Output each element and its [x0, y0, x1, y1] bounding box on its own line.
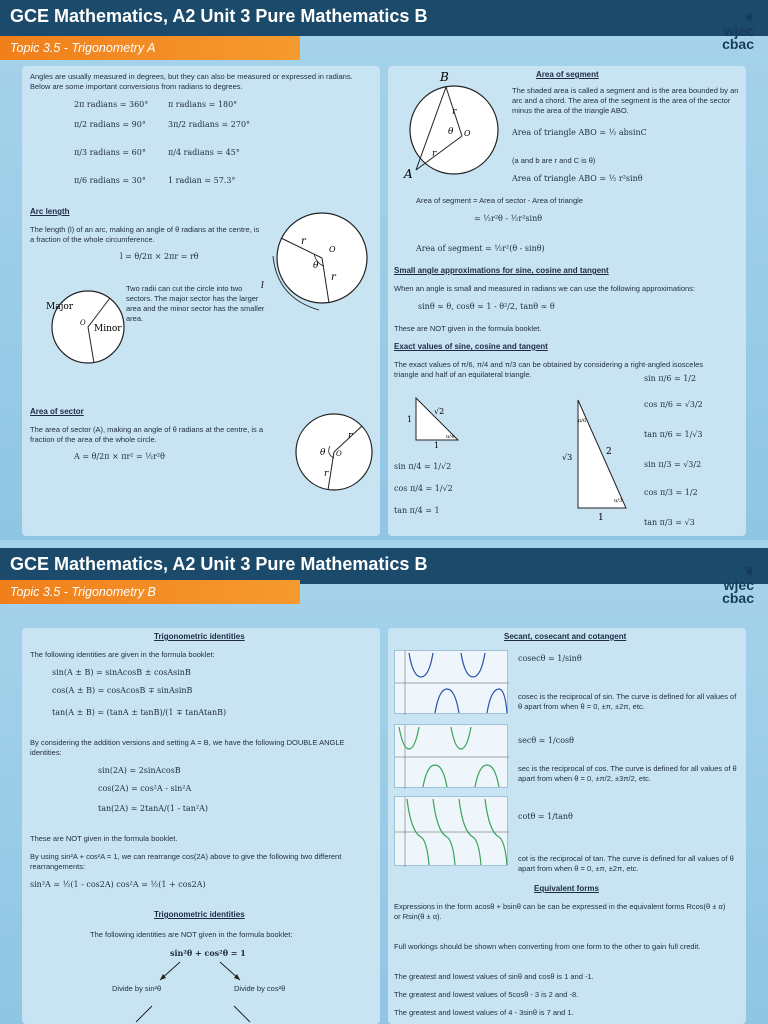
pythagorean-identity: sin²θ + cos²θ = 1	[170, 948, 246, 958]
rearrange-text: By using sin²A + cos²A = 1, we can rearrange cos(2A) above to give the following two different rearrangements:	[30, 852, 342, 871]
svg-text:r: r	[324, 469, 329, 479]
divide-by-sin: Divide by sin²θ	[112, 984, 162, 993]
conversion: 1 radian = 57.3°	[168, 176, 236, 185]
panel-segment	[388, 66, 746, 536]
area-sector-heading: Area of sector	[30, 407, 84, 416]
svg-text:r: r	[331, 272, 336, 283]
segment-formula-label: Area of segment = Area of sector - Area of triangle	[416, 196, 583, 205]
equivalent-forms-text: Expressions in the form acosθ + bsinθ can be can be expressed in the equivalent forms Rcos(θ ± α) or Rsin(θ ± α).	[394, 902, 726, 921]
conversion: π/3 radians = 60°	[74, 148, 146, 157]
sec-text: sec is the reciprocal of cos. The curve is defined for all values of θ apart from when θ = 0, ±π/2, ±3π/2, etc.	[518, 764, 737, 783]
header-bar	[0, 0, 768, 36]
svg-text:A: A	[404, 167, 413, 181]
sec-formula: secθ = 1/cosθ	[518, 736, 574, 745]
sec-graph	[394, 724, 508, 788]
triangle-area-1: Area of triangle ABO = ½ absinC	[512, 128, 647, 137]
panel-identities	[22, 628, 380, 1024]
ab-note: (a and b are r and C is θ)	[512, 156, 596, 165]
svg-text:O: O	[329, 245, 336, 254]
book-icon: ❦	[744, 566, 754, 578]
small-angle-heading: Small angle approximations for sine, cosine and tangent	[394, 266, 609, 275]
double-angle: tan(2A) = 2tanA/(1 - tan²A)	[98, 804, 208, 813]
identities-intro: The following identities are given in the formula booklet:	[30, 650, 215, 659]
cosec-graph	[394, 650, 508, 714]
page-title: GCE Mathematics, A2 Unit 3 Pure Mathematics B	[10, 554, 428, 574]
svg-text:1: 1	[598, 513, 604, 523]
svg-text:1: 1	[434, 441, 440, 450]
svg-text:l: l	[261, 281, 264, 291]
arc-length-formula: l = θ/2π × 2πr = rθ	[120, 252, 199, 261]
page-title: GCE Mathematics, A2 Unit 3 Pure Mathematics B	[10, 6, 428, 26]
double-angle-text: By considering the addition versions and setting A = B, we have the following DOUBLE ANGLE identities:	[30, 738, 345, 757]
identities2-heading: Trigonometric identities	[154, 910, 245, 919]
double-angle: sin(2A) = 2sinAcosB	[98, 766, 181, 775]
minor-label: Minor	[94, 324, 122, 334]
segment-text: The shaded area is called a segment and is the area bounded by an arc and a chord. The area of the segment is the area of the sector minus the area of the triangle ABO.	[512, 86, 739, 115]
panel-radians	[22, 66, 380, 536]
segment-result: Area of segment = ½r²(θ - sinθ)	[416, 244, 545, 253]
exact-value: sin π/6 = 1/2	[644, 374, 697, 383]
cot-graph	[394, 796, 508, 866]
topic-banner: Topic 3.5 - Trigonometry B	[0, 580, 300, 604]
equivalent-forms-note: Full workings should be shown when converting from one form to the other to gain full credit.	[394, 942, 701, 951]
topic-banner: Topic 3.5 - Trigonometry A	[0, 36, 300, 60]
conversion: π/2 radians = 90°	[74, 120, 146, 129]
identities2-intro: The following identities are NOT given in the formula booklet:	[90, 930, 293, 939]
svg-text:√3: √3	[562, 453, 573, 462]
svg-text:r: r	[348, 431, 353, 441]
wjec-logo: ❦ wjec cbac	[722, 12, 754, 52]
rearrangements: sin²A = ½(1 - cos2A) cos²A = ½(1 + cos2A)	[30, 880, 206, 889]
svg-text:O: O	[464, 129, 471, 138]
small-angle-text: When an angle is small and measured in radians we can use the following approximations:	[394, 284, 695, 293]
area-sector-text: The area of sector (A), making an angle of θ radians at the centre, is a fraction of the area of the whole circle.	[30, 425, 264, 444]
svg-text:B: B	[440, 70, 449, 84]
greatest-lowest: The greatest and lowest values of 4 - 3sinθ is 7 and 1.	[394, 1008, 574, 1017]
identity: tan(A ± B) = (tanA ± tanB)/(1 ∓ tanAtanB)	[52, 708, 227, 717]
segment-heading: Area of segment	[536, 70, 599, 79]
cosec-formula: cosecθ = 1/sinθ	[518, 654, 582, 663]
sec-curve	[395, 725, 509, 789]
arc-length-heading: Arc length	[30, 207, 70, 216]
intro-text: Angles are usually measured in degrees, but they can also be measured or expressed in radians. Below are some important conversions from radians to degrees.	[30, 72, 353, 91]
svg-text:θ: θ	[320, 448, 326, 458]
segment-formula: = ½r²θ - ½r²sinθ	[474, 214, 543, 223]
sheet-trigonometry-b	[0, 540, 768, 1024]
exact-value: tan π/4 = 1	[394, 506, 440, 515]
arc-length-text: The length (l) of an arc, making an angle of θ radians at the centre, is a fraction of the whole circumference.	[30, 225, 260, 244]
isosceles-triangle-diagram	[406, 394, 466, 448]
exact-value: cos π/6 = √3/2	[644, 400, 703, 409]
svg-text:π/3: π/3	[614, 498, 623, 504]
conversion: 2π radians = 360°	[74, 100, 149, 109]
cosec-curve	[395, 651, 509, 715]
cot-text: cot is the reciprocal of tan. The curve is defined for all values of θ apart from when θ = 0, ±π, ±2π, etc.	[518, 854, 734, 873]
exact-value: cos π/3 = 1/2	[644, 488, 698, 497]
wjec-logo: ❦ wjec cbac	[722, 566, 754, 606]
equivalent-forms-heading: Equivalent forms	[534, 884, 599, 893]
greatest-lowest: The greatest and lowest values of sinθ and cosθ is 1 and -1.	[394, 972, 594, 981]
exact-value: tan π/3 = √3	[644, 518, 695, 527]
area-sector-formula: A = θ/2π × πr² = ½r²θ	[74, 452, 165, 461]
exact-values-heading: Exact values of sine, cosine and tangent	[394, 342, 548, 351]
cot-formula: cotθ = 1/tanθ	[518, 812, 573, 821]
svg-text:O: O	[336, 450, 342, 458]
segment-diagram	[402, 70, 502, 182]
sector-diagram	[290, 410, 378, 496]
book-icon: ❦	[744, 12, 754, 24]
svg-text:θ: θ	[313, 261, 319, 271]
identities-heading: Trigonometric identities	[154, 632, 245, 641]
identity: sin(A ± B) = sinAcosB ± cosAsinB	[52, 668, 191, 677]
conversion: π/4 radians = 45°	[168, 148, 240, 157]
divide-by-cos: Divide by cos²θ	[234, 984, 286, 993]
svg-text:π/4: π/4	[446, 434, 455, 440]
cot-curve	[395, 797, 509, 867]
conversion: π/6 radians = 30°	[74, 176, 146, 185]
exact-value: tan π/6 = 1/√3	[644, 430, 703, 439]
exact-value: cos π/4 = 1/√2	[394, 484, 453, 493]
svg-text:θ: θ	[448, 127, 454, 137]
identity: cos(A ± B) = cosAcosB ∓ sinAsinB	[52, 686, 193, 695]
conversion: π radians = 180°	[168, 100, 238, 109]
exact-value: sin π/4 = 1/√2	[394, 462, 452, 471]
greatest-lowest: The greatest and lowest values of 5cosθ - 3 is 2 and -8.	[394, 990, 579, 999]
exact-values-text: The exact values of π/6, π/4 and π/3 can be obtained by considering a right-angled isosceles triangle and half of an equilateral triangle.	[394, 360, 704, 379]
svg-text:2: 2	[606, 447, 612, 457]
small-angle-formulas: sinθ ≈ θ, cosθ ≈ 1 - θ²/2, tanθ ≈ θ	[418, 302, 555, 311]
svg-text:r: r	[432, 149, 437, 159]
arc-diagram	[261, 206, 377, 316]
major-minor-diagram	[36, 281, 132, 371]
header-bar	[0, 548, 768, 584]
svg-text:π/6: π/6	[578, 418, 587, 424]
svg-text:r: r	[452, 107, 457, 117]
reciprocal-heading: Secant, cosecant and cotangent	[504, 632, 627, 641]
svg-text:√2: √2	[434, 407, 445, 416]
cosec-text: cosec is the reciprocal of sin. The curve is defined for all values of θ apart from when θ = 0, ±π, ±2π, etc.	[518, 692, 737, 711]
not-given-note: These are NOT given in the formula booklet.	[30, 834, 178, 843]
exact-value: sin π/3 = √3/2	[644, 460, 702, 469]
major-label: Major	[46, 302, 74, 312]
triangle-area-2: Area of triangle ABO = ½ r²sinθ	[512, 174, 643, 183]
svg-text:r: r	[301, 236, 306, 247]
conversion: 3π/2 radians = 270°	[168, 120, 251, 129]
svg-text:1: 1	[407, 415, 413, 424]
double-angle: cos(2A) = cos²A - sin²A	[98, 784, 192, 793]
not-given-note: These are NOT given in the formula booklet.	[394, 324, 542, 333]
panel-reciprocal	[388, 628, 746, 1024]
equilateral-half-diagram	[552, 396, 642, 522]
sector-text: Two radii can cut the circle into two sectors. The major sector has the larger area and the minor sector has the smaller area.	[126, 284, 265, 323]
svg-text:O: O	[80, 319, 86, 327]
